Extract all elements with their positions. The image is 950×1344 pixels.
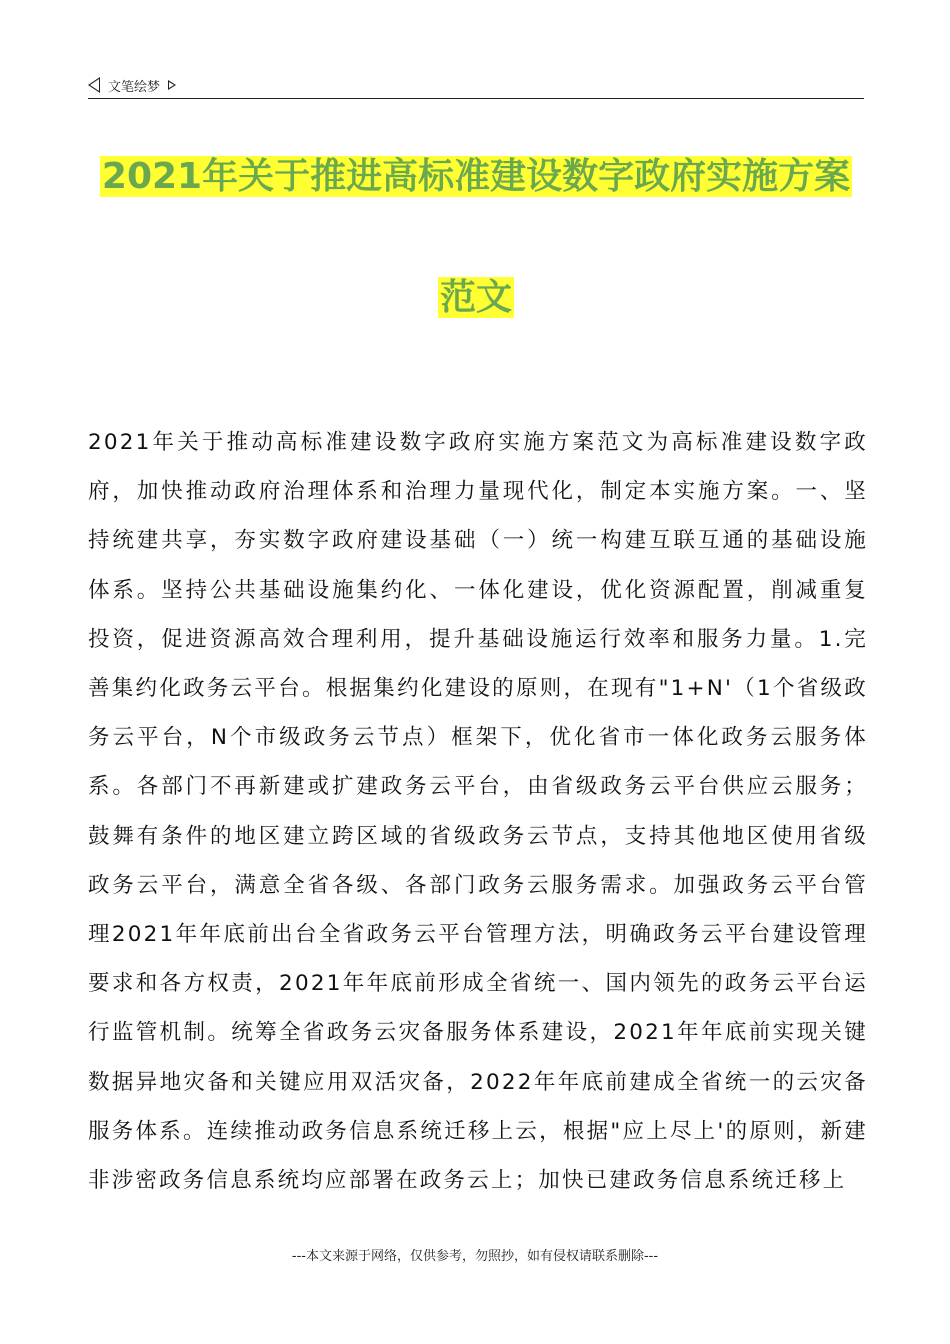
title-text-1: 2021年关于推进高标准建设数字政府实施方案 <box>101 156 851 197</box>
title-text-2: 范文 <box>439 277 512 318</box>
header-brand-group <box>88 74 176 96</box>
document-title-line-2 <box>88 271 864 325</box>
triangle-left-icon <box>88 77 100 93</box>
page-header <box>88 74 864 99</box>
triangle-right-icon <box>168 80 176 90</box>
body-paragraph: 2021年关于推动高标准建设数字政府实施方案范文为高标准建设数字政府，加快推动政府治理体系和治理力量现代化，制定本实施方案。一、坚持统建共享，夯实数字政府建设基础（一）统一构建互联互通的基础设施体系。坚持公共基础设施集约化、一体化建设，优化资源配置，削减重复投资，促进资源高效合理利用，提升基础设施运行效率和服务力量。1.完善集约化政务云平台。根据集约化建设的原则，在现有"1+N'（1个省级政务云平台，N个市级政务云节点）框架下，优化省市一体化政务云服务体系。各部门不再新建或扩建政务云平台，由省级政务云平台供应云服务；鼓舞有条件的地区建立跨区域的省级政务云节点，支持其他地区使用省级政务云平台，满意全省各级、各部门政务云服务需求。加强政务云平台管理2021年年底前出台全省政务云平台管理方法，明确政务云平台建设管理要求和各方权责，2021年年底前形成全省统一、国内领先的政务云平台运行监管机制。统筹全省政务云灾备服务体系建设，2021年年底前实现关键数据异地灾备和关键应用双活灾备，2022年年底前建成全省统一的云灾备服务体系。连续推动政务信息系统迁移上云，根据"应上尽上'的原则，新建非涉密政务信息系统均应部署在政务云上；加快已建政务信息系统迁移上 <box>88 430 868 1194</box>
header-brand-text: 文笔绘梦 <box>108 79 161 95</box>
footer-notice: ---本文来源于网络，仅供参考，勿照抄，如有侵权请联系删除--- <box>291 1249 659 1264</box>
document-title-line-1 <box>88 150 864 204</box>
